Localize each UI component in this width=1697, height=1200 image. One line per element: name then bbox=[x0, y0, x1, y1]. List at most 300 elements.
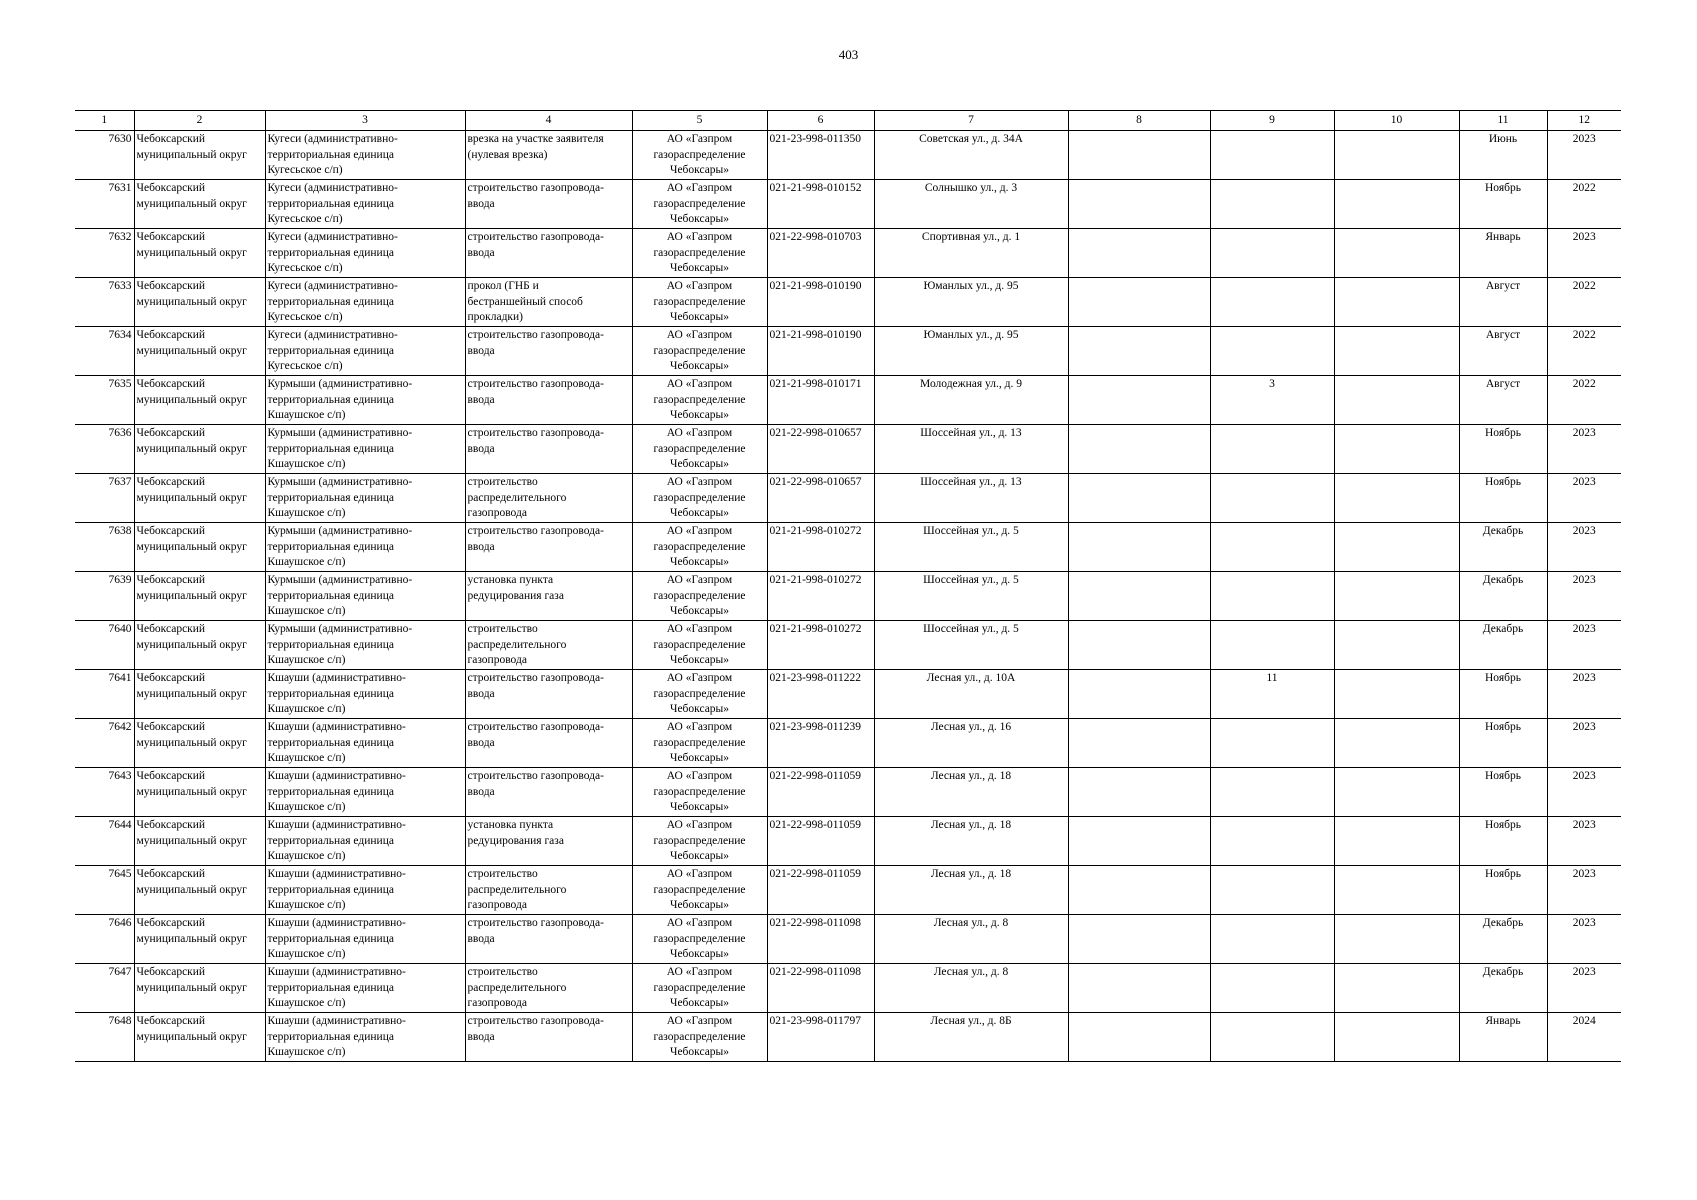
column-10-cell bbox=[1334, 425, 1459, 474]
application-code-cell: 021-22-998-010657 bbox=[767, 425, 874, 474]
district-cell bbox=[134, 523, 265, 572]
locality-cell-line: Курмыши (административно- bbox=[267, 574, 413, 586]
column-10-cell bbox=[1334, 376, 1459, 425]
locality-cell-line: Кшауши (административно- bbox=[267, 917, 406, 929]
work-type-cell-line: (нулевая врезка) bbox=[467, 148, 548, 161]
table-row bbox=[75, 180, 1621, 229]
application-code-cell: 021-22-998-010703 bbox=[767, 229, 874, 278]
column-8-cell bbox=[1068, 376, 1210, 425]
district-cell-line: муниципальный округ bbox=[136, 638, 247, 651]
work-type-cell-line: ввода bbox=[467, 393, 495, 406]
organization-cell-line: АО «Газпром bbox=[666, 868, 733, 880]
district-cell-line: Чебоксарский bbox=[136, 329, 206, 341]
locality-cell-line: территориальная единица bbox=[267, 295, 394, 308]
district-cell-line: муниципальный округ bbox=[136, 981, 247, 994]
district-cell-line: муниципальный округ bbox=[136, 589, 247, 602]
organization-cell bbox=[632, 1013, 767, 1062]
column-8-cell bbox=[1068, 964, 1210, 1013]
organization-cell-line: АО «Газпром bbox=[666, 1015, 733, 1027]
locality-cell-line: территориальная единица bbox=[267, 197, 394, 210]
organization-cell-line: Чебоксары» bbox=[669, 409, 730, 421]
work-type-cell-line: ввода bbox=[467, 785, 495, 798]
district-cell bbox=[134, 719, 265, 768]
organization-cell-line: АО «Газпром bbox=[666, 819, 733, 831]
locality-cell-line: Кугеси (административно- bbox=[267, 280, 398, 292]
organization-cell-line: АО «Газпром bbox=[666, 427, 733, 439]
address-cell: Лесная ул., д. 10А bbox=[874, 670, 1068, 719]
organization-cell-line: АО «Газпром bbox=[666, 721, 733, 733]
district-cell-line: муниципальный округ bbox=[136, 148, 247, 161]
month-cell: Ноябрь bbox=[1459, 768, 1547, 817]
organization-cell-line: Чебоксары» bbox=[669, 556, 730, 568]
district-cell-line: Чебоксарский bbox=[136, 721, 206, 733]
organization-cell-line: газораспределение bbox=[653, 834, 746, 847]
organization-cell bbox=[632, 964, 767, 1013]
organization-cell-line: АО «Газпром bbox=[666, 574, 733, 586]
month-cell: Ноябрь bbox=[1459, 719, 1547, 768]
work-type-cell-line: строительство газопровода- bbox=[467, 329, 604, 341]
work-type-cell-line: распределительного bbox=[467, 491, 567, 504]
work-type-cell-line: распределительного bbox=[467, 981, 567, 994]
year-cell: 2023 bbox=[1547, 719, 1621, 768]
work-type-cell bbox=[465, 817, 632, 866]
column-10-cell bbox=[1334, 131, 1459, 180]
locality-cell-line: Кшаушское с/п) bbox=[267, 507, 346, 519]
application-code-cell: 021-23-998-011797 bbox=[767, 1013, 874, 1062]
district-cell bbox=[134, 474, 265, 523]
address-cell: Лесная ул., д. 8 bbox=[874, 915, 1068, 964]
locality-cell-line: Кшаушское с/п) bbox=[267, 801, 346, 813]
year-cell: 2023 bbox=[1547, 866, 1621, 915]
work-type-cell-line: установка пункта bbox=[467, 819, 554, 831]
work-type-cell-line: строительство газопровода- bbox=[467, 672, 604, 684]
column-header-7: 7 bbox=[874, 111, 1068, 131]
month-cell: Декабрь bbox=[1459, 915, 1547, 964]
locality-cell-line: территориальная единица bbox=[267, 736, 394, 749]
work-type-cell-line: редуцирования газа bbox=[467, 834, 564, 847]
work-type-cell-line: ввода bbox=[467, 246, 495, 259]
address-cell: Лесная ул., д. 16 bbox=[874, 719, 1068, 768]
table-row bbox=[75, 131, 1621, 180]
organization-cell bbox=[632, 229, 767, 278]
locality-cell-line: территориальная единица bbox=[267, 344, 394, 357]
locality-cell-line: Кугеси (административно- bbox=[267, 231, 398, 243]
organization-cell bbox=[632, 180, 767, 229]
locality-cell bbox=[265, 523, 465, 572]
organization-cell bbox=[632, 376, 767, 425]
locality-cell-line: Кшаушское с/п) bbox=[267, 458, 346, 470]
application-code-cell: 021-21-998-010272 bbox=[767, 621, 874, 670]
year-cell: 2023 bbox=[1547, 572, 1621, 621]
locality-cell-line: территориальная единица bbox=[267, 1030, 394, 1043]
work-type-cell bbox=[465, 621, 632, 670]
locality-cell-line: Кшаушское с/п) bbox=[267, 703, 346, 715]
organization-cell-line: газораспределение bbox=[653, 638, 746, 651]
district-cell-line: муниципальный округ bbox=[136, 785, 247, 798]
row-number-cell: 7641 bbox=[75, 670, 134, 719]
locality-cell bbox=[265, 327, 465, 376]
district-cell-line: Чебоксарский bbox=[136, 868, 206, 880]
work-type-cell-line: ввода bbox=[467, 1030, 495, 1043]
organization-cell bbox=[632, 719, 767, 768]
organization-cell-line: газораспределение bbox=[653, 197, 746, 210]
organization-cell-line: газораспределение bbox=[653, 589, 746, 602]
column-8-cell bbox=[1068, 719, 1210, 768]
month-cell: Январь bbox=[1459, 1013, 1547, 1062]
organization-cell-line: АО «Газпром bbox=[666, 525, 733, 537]
application-code-cell: 021-22-998-011098 bbox=[767, 915, 874, 964]
table-row bbox=[75, 229, 1621, 278]
month-cell: Август bbox=[1459, 327, 1547, 376]
address-cell: Шоссейная ул., д. 5 bbox=[874, 572, 1068, 621]
work-type-cell bbox=[465, 523, 632, 572]
work-type-cell-line: строительство газопровода- bbox=[467, 770, 604, 782]
application-code-cell: 021-21-998-010272 bbox=[767, 572, 874, 621]
year-cell: 2023 bbox=[1547, 768, 1621, 817]
district-cell-line: Чебоксарский bbox=[136, 280, 206, 292]
organization-cell bbox=[632, 572, 767, 621]
organization-cell-line: АО «Газпром bbox=[666, 623, 733, 635]
column-header-11: 11 bbox=[1459, 111, 1547, 131]
locality-cell-line: территориальная единица bbox=[267, 491, 394, 504]
work-type-cell-line: распределительного bbox=[467, 883, 567, 896]
month-cell: Ноябрь bbox=[1459, 180, 1547, 229]
district-cell-line: муниципальный округ bbox=[136, 883, 247, 896]
row-number-cell: 7644 bbox=[75, 817, 134, 866]
column-9-cell: 3 bbox=[1210, 376, 1334, 425]
row-number-cell: 7642 bbox=[75, 719, 134, 768]
table-row bbox=[75, 768, 1621, 817]
column-9-cell bbox=[1210, 278, 1334, 327]
address-cell: Юманлых ул., д. 95 bbox=[874, 278, 1068, 327]
district-cell-line: муниципальный округ bbox=[136, 1030, 247, 1043]
row-number-cell: 7631 bbox=[75, 180, 134, 229]
work-type-cell bbox=[465, 474, 632, 523]
row-number-cell: 7633 bbox=[75, 278, 134, 327]
registry-table bbox=[75, 110, 1621, 1062]
organization-cell-line: Чебоксары» bbox=[669, 703, 730, 715]
district-cell-line: муниципальный округ bbox=[136, 344, 247, 357]
locality-cell-line: Кшауши (административно- bbox=[267, 819, 406, 831]
year-cell: 2023 bbox=[1547, 817, 1621, 866]
month-cell: Ноябрь bbox=[1459, 425, 1547, 474]
district-cell-line: Чебоксарский bbox=[136, 182, 206, 194]
column-header-4: 4 bbox=[465, 111, 632, 131]
column-8-cell bbox=[1068, 768, 1210, 817]
district-cell-line: Чебоксарский bbox=[136, 378, 206, 390]
work-type-cell bbox=[465, 180, 632, 229]
locality-cell bbox=[265, 1013, 465, 1062]
page-number: 403 bbox=[838, 47, 859, 62]
table-row bbox=[75, 523, 1621, 572]
address-cell: Шоссейная ул., д. 13 bbox=[874, 474, 1068, 523]
organization-cell-line: газораспределение bbox=[653, 736, 746, 749]
organization-cell-line: газораспределение bbox=[653, 148, 746, 161]
application-code-cell: 021-22-998-011059 bbox=[767, 768, 874, 817]
column-8-cell bbox=[1068, 866, 1210, 915]
column-8-cell bbox=[1068, 572, 1210, 621]
month-cell: Август bbox=[1459, 376, 1547, 425]
organization-cell-line: АО «Газпром bbox=[666, 329, 733, 341]
work-type-cell-line: строительство bbox=[467, 476, 538, 488]
column-8-cell bbox=[1068, 817, 1210, 866]
organization-cell-line: газораспределение bbox=[653, 981, 746, 994]
month-cell: Декабрь bbox=[1459, 621, 1547, 670]
column-9-cell bbox=[1210, 572, 1334, 621]
column-header-6: 6 bbox=[767, 111, 874, 131]
work-type-cell bbox=[465, 866, 632, 915]
organization-cell-line: газораспределение bbox=[653, 246, 746, 259]
address-cell: Лесная ул., д. 18 bbox=[874, 866, 1068, 915]
organization-cell bbox=[632, 278, 767, 327]
address-cell: Советская ул., д. 34А bbox=[874, 131, 1068, 180]
work-type-cell bbox=[465, 278, 632, 327]
locality-cell-line: Курмыши (административно- bbox=[267, 476, 413, 488]
column-8-cell bbox=[1068, 1013, 1210, 1062]
month-cell: Январь bbox=[1459, 229, 1547, 278]
work-type-cell-line: распределительного bbox=[467, 638, 567, 651]
column-10-cell bbox=[1334, 670, 1459, 719]
locality-cell bbox=[265, 719, 465, 768]
organization-cell bbox=[632, 131, 767, 180]
organization-cell-line: Чебоксары» bbox=[669, 899, 730, 911]
column-9-cell bbox=[1210, 1013, 1334, 1062]
locality-cell-line: Кугесьское с/п) bbox=[267, 360, 343, 372]
column-9-cell bbox=[1210, 229, 1334, 278]
year-cell: 2023 bbox=[1547, 523, 1621, 572]
column-8-cell bbox=[1068, 180, 1210, 229]
district-cell-line: муниципальный округ bbox=[136, 246, 247, 259]
locality-cell-line: территориальная единица bbox=[267, 932, 394, 945]
locality-cell-line: Кшаушское с/п) bbox=[267, 556, 346, 568]
month-cell: Декабрь bbox=[1459, 964, 1547, 1013]
locality-cell-line: Кшаушское с/п) bbox=[267, 409, 346, 421]
header-row bbox=[75, 111, 1621, 131]
address-cell: Юманлых ул., д. 95 bbox=[874, 327, 1068, 376]
work-type-cell-line: ввода bbox=[467, 687, 495, 700]
district-cell bbox=[134, 621, 265, 670]
locality-cell bbox=[265, 425, 465, 474]
organization-cell-line: Чебоксары» bbox=[669, 850, 730, 862]
locality-cell-line: территориальная единица bbox=[267, 589, 394, 602]
column-10-cell bbox=[1334, 768, 1459, 817]
table-row bbox=[75, 964, 1621, 1013]
organization-cell-line: Чебоксары» bbox=[669, 262, 730, 274]
row-number-cell: 7640 bbox=[75, 621, 134, 670]
column-9-cell bbox=[1210, 768, 1334, 817]
locality-cell-line: территориальная единица bbox=[267, 148, 394, 161]
locality-cell-line: Кшаушское с/п) bbox=[267, 948, 346, 960]
column-10-cell bbox=[1334, 229, 1459, 278]
locality-cell bbox=[265, 131, 465, 180]
column-8-cell bbox=[1068, 327, 1210, 376]
column-8-cell bbox=[1068, 621, 1210, 670]
organization-cell-line: Чебоксары» bbox=[669, 801, 730, 813]
address-cell: Молодежная ул., д. 9 bbox=[874, 376, 1068, 425]
organization-cell-line: газораспределение bbox=[653, 785, 746, 798]
year-cell: 2022 bbox=[1547, 278, 1621, 327]
locality-cell-line: Кугесьское с/п) bbox=[267, 262, 343, 274]
organization-cell-line: АО «Газпром bbox=[666, 770, 733, 782]
organization-cell-line: Чебоксары» bbox=[669, 507, 730, 519]
month-cell: Ноябрь bbox=[1459, 817, 1547, 866]
district-cell-line: Чебоксарский bbox=[136, 133, 206, 145]
year-cell: 2023 bbox=[1547, 915, 1621, 964]
locality-cell-line: Кшаушское с/п) bbox=[267, 654, 346, 666]
column-10-cell bbox=[1334, 964, 1459, 1013]
month-cell: Декабрь bbox=[1459, 523, 1547, 572]
month-cell: Декабрь bbox=[1459, 572, 1547, 621]
locality-cell-line: территориальная единица bbox=[267, 442, 394, 455]
locality-cell-line: Курмыши (административно- bbox=[267, 427, 413, 439]
district-cell bbox=[134, 376, 265, 425]
locality-cell-line: Кшаушское с/п) bbox=[267, 850, 346, 862]
organization-cell-line: газораспределение bbox=[653, 491, 746, 504]
district-cell-line: Чебоксарский bbox=[136, 1015, 206, 1027]
district-cell bbox=[134, 964, 265, 1013]
address-cell: Шоссейная ул., д. 13 bbox=[874, 425, 1068, 474]
district-cell-line: Чебоксарский bbox=[136, 770, 206, 782]
application-code-cell: 021-22-998-011059 bbox=[767, 866, 874, 915]
row-number-cell: 7643 bbox=[75, 768, 134, 817]
application-code-cell: 021-21-998-010152 bbox=[767, 180, 874, 229]
application-code-cell: 021-23-998-011222 bbox=[767, 670, 874, 719]
table-row bbox=[75, 572, 1621, 621]
district-cell bbox=[134, 131, 265, 180]
work-type-cell-line: ввода bbox=[467, 932, 495, 945]
organization-cell-line: Чебоксары» bbox=[669, 654, 730, 666]
address-cell: Шоссейная ул., д. 5 bbox=[874, 621, 1068, 670]
row-number-cell: 7638 bbox=[75, 523, 134, 572]
district-cell bbox=[134, 915, 265, 964]
locality-cell-line: территориальная единица bbox=[267, 393, 394, 406]
district-cell-line: Чебоксарский bbox=[136, 917, 206, 929]
row-number-cell: 7636 bbox=[75, 425, 134, 474]
organization-cell bbox=[632, 817, 767, 866]
column-9-cell bbox=[1210, 719, 1334, 768]
year-cell: 2023 bbox=[1547, 621, 1621, 670]
column-header-5: 5 bbox=[632, 111, 767, 131]
work-type-cell-line: строительство газопровода- bbox=[467, 525, 604, 537]
month-cell: Ноябрь bbox=[1459, 866, 1547, 915]
month-cell: Ноябрь bbox=[1459, 474, 1547, 523]
work-type-cell-line: врезка на участке заявителя bbox=[467, 133, 604, 145]
application-code-cell: 021-21-998-010171 bbox=[767, 376, 874, 425]
column-10-cell bbox=[1334, 817, 1459, 866]
work-type-cell bbox=[465, 425, 632, 474]
organization-cell-line: Чебоксары» bbox=[669, 458, 730, 470]
work-type-cell-line: строительство газопровода- bbox=[467, 427, 604, 439]
organization-cell-line: газораспределение bbox=[653, 344, 746, 357]
row-number-cell: 7646 bbox=[75, 915, 134, 964]
locality-cell bbox=[265, 278, 465, 327]
row-number-cell: 7632 bbox=[75, 229, 134, 278]
locality-cell-line: Кшаушское с/п) bbox=[267, 752, 346, 764]
locality-cell-line: территориальная единица bbox=[267, 638, 394, 651]
row-number-cell: 7648 bbox=[75, 1013, 134, 1062]
column-10-cell bbox=[1334, 327, 1459, 376]
district-cell bbox=[134, 1013, 265, 1062]
work-type-cell bbox=[465, 327, 632, 376]
column-header-3: 3 bbox=[265, 111, 465, 131]
work-type-cell-line: прокол (ГНБ и bbox=[467, 280, 539, 292]
column-9-cell bbox=[1210, 131, 1334, 180]
table-row bbox=[75, 327, 1621, 376]
column-9-cell bbox=[1210, 474, 1334, 523]
column-9-cell bbox=[1210, 425, 1334, 474]
locality-cell-line: Кугесьское с/п) bbox=[267, 164, 343, 176]
locality-cell-line: территориальная единица bbox=[267, 785, 394, 798]
district-cell bbox=[134, 768, 265, 817]
table-row bbox=[75, 278, 1621, 327]
locality-cell bbox=[265, 474, 465, 523]
work-type-cell bbox=[465, 915, 632, 964]
column-9-cell bbox=[1210, 817, 1334, 866]
locality-cell bbox=[265, 866, 465, 915]
work-type-cell-line: строительство газопровода- bbox=[467, 182, 604, 194]
district-cell-line: муниципальный округ bbox=[136, 393, 247, 406]
work-type-cell-line: ввода bbox=[467, 540, 495, 553]
row-number-cell: 7645 bbox=[75, 866, 134, 915]
locality-cell-line: Кугеси (административно- bbox=[267, 329, 398, 341]
work-type-cell-line: редуцирования газа bbox=[467, 589, 564, 602]
district-cell-line: Чебоксарский bbox=[136, 623, 206, 635]
address-cell: Лесная ул., д. 8 bbox=[874, 964, 1068, 1013]
work-type-cell bbox=[465, 670, 632, 719]
organization-cell-line: АО «Газпром bbox=[666, 672, 733, 684]
district-cell bbox=[134, 180, 265, 229]
column-8-cell bbox=[1068, 670, 1210, 719]
locality-cell-line: Кшауши (административно- bbox=[267, 966, 406, 978]
locality-cell-line: Кшауши (административно- bbox=[267, 672, 406, 684]
address-cell: Спортивная ул., д. 1 bbox=[874, 229, 1068, 278]
year-cell: 2023 bbox=[1547, 474, 1621, 523]
address-cell: Солнышко ул., д. 3 bbox=[874, 180, 1068, 229]
locality-cell bbox=[265, 572, 465, 621]
row-number-cell: 7630 bbox=[75, 131, 134, 180]
locality-cell bbox=[265, 817, 465, 866]
district-cell-line: муниципальный округ bbox=[136, 197, 247, 210]
column-8-cell bbox=[1068, 229, 1210, 278]
work-type-cell-line: газопровода bbox=[467, 507, 527, 519]
work-type-cell-line: ввода bbox=[467, 736, 495, 749]
locality-cell-line: Кугесьское с/п) bbox=[267, 311, 343, 323]
organization-cell-line: Чебоксары» bbox=[669, 1046, 730, 1058]
column-9-cell bbox=[1210, 866, 1334, 915]
locality-cell-line: территориальная единица bbox=[267, 981, 394, 994]
locality-cell-line: Кугеси (административно- bbox=[267, 182, 398, 194]
column-10-cell bbox=[1334, 1013, 1459, 1062]
organization-cell bbox=[632, 670, 767, 719]
column-10-cell bbox=[1334, 866, 1459, 915]
organization-cell bbox=[632, 866, 767, 915]
year-cell: 2024 bbox=[1547, 1013, 1621, 1062]
work-type-cell bbox=[465, 572, 632, 621]
work-type-cell bbox=[465, 229, 632, 278]
locality-cell bbox=[265, 964, 465, 1013]
district-cell bbox=[134, 572, 265, 621]
column-10-cell bbox=[1334, 474, 1459, 523]
organization-cell-line: АО «Газпром bbox=[666, 231, 733, 243]
month-cell: Ноябрь bbox=[1459, 670, 1547, 719]
work-type-cell-line: строительство bbox=[467, 623, 538, 635]
row-number-cell: 7637 bbox=[75, 474, 134, 523]
work-type-cell-line: бестраншейный способ bbox=[467, 295, 583, 308]
locality-cell-line: Кшаушское с/п) bbox=[267, 605, 346, 617]
locality-cell bbox=[265, 180, 465, 229]
locality-cell-line: Кшаушское с/п) bbox=[267, 899, 346, 911]
column-8-cell bbox=[1068, 131, 1210, 180]
